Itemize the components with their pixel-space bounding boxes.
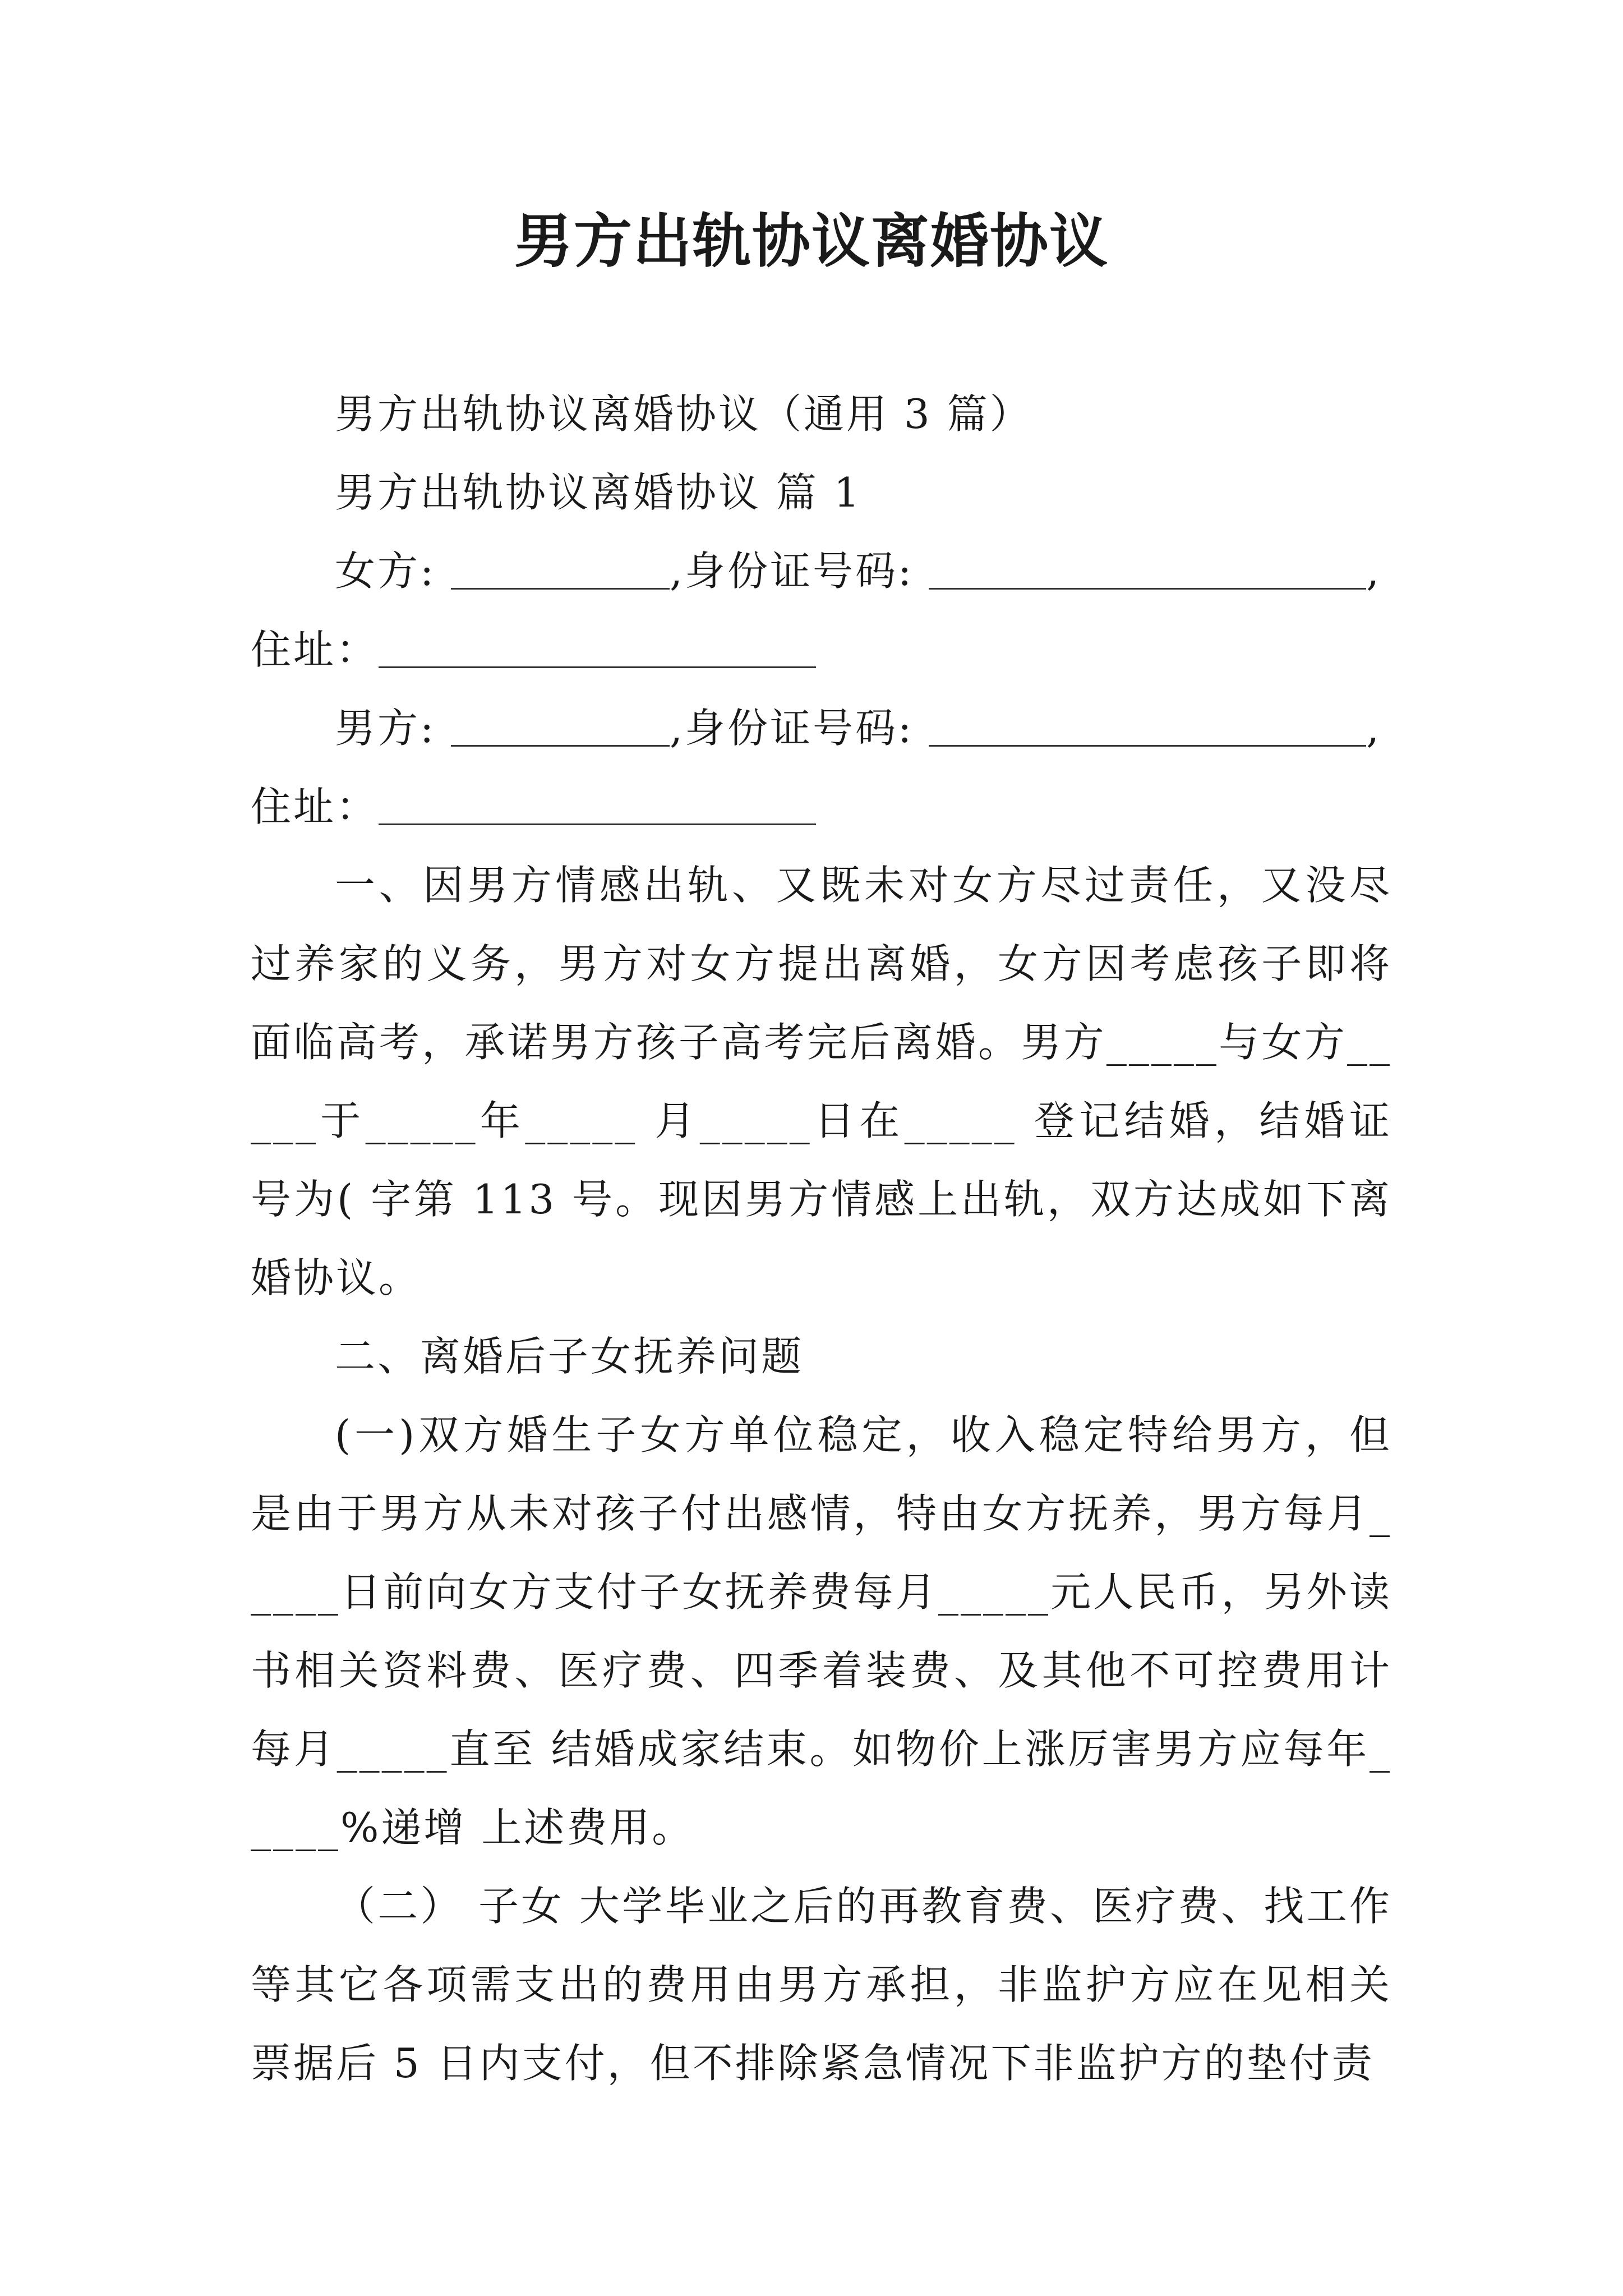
- female-id-label: ,身份证号码:: [670, 547, 914, 595]
- male-address-line: [251, 767, 1392, 846]
- female-trailing-comma: ,: [1366, 547, 1382, 595]
- document-title: 男方出轨协议离婚协议: [514, 206, 1109, 275]
- paragraph-clause-2-heading: 二、离婚后子女抚养问题: [335, 1333, 804, 1380]
- male-address-label: 住址：: [251, 783, 379, 830]
- female-address-blank: [379, 627, 816, 668]
- male-id-label: ,身份证号码:: [670, 705, 914, 752]
- female-party-line: [251, 532, 1392, 610]
- paragraph-clause-1: 一、因男方情感出轨、又既未对女方尽过责任，又没尽过养家的义务，男方对女方提出离婚，女方因考虑孩子即将面临高考，承诺男方孩子高考完后离婚。男方_____与女方_____于_____年_____ 月_____日在_____ 登记结婚，结婚证号为( 字第 113 号。现因男方情感上出轨，双方达成如下离婚协议。: [251, 862, 1392, 1301]
- male-trailing-comma: ,: [1366, 705, 1382, 752]
- subtitle: 男方出轨协议离婚协议（通用 3 篇）: [335, 390, 1032, 438]
- male-party-line: [251, 689, 1392, 767]
- female-label: 女方:: [335, 547, 436, 595]
- female-address-label: 住址：: [251, 626, 379, 673]
- male-name-blank: [451, 706, 670, 747]
- male-id-blank: [929, 706, 1366, 747]
- female-id-blank: [929, 549, 1366, 590]
- paragraph-clause-2-2: （二） 子女 大学毕业之后的再教育费、医疗费、找工作等其它各项需支出的费用由男方承担，非监护方应在见相关票据后 5 日内支付，但不排除紧急情况下非监护方的垫付责: [251, 1883, 1392, 2087]
- female-address-line: [251, 610, 1392, 689]
- male-label: 男方:: [335, 705, 436, 752]
- document-body: [251, 375, 1392, 2102]
- section-heading: 男方出轨协议离婚协议 篇 1: [335, 469, 862, 516]
- male-address-blank: [379, 784, 816, 825]
- paragraph-clause-2-1: (一)双方婚生子女方单位稳定，收入稳定特给男方，但是由于男方从未对孩子付出感情，特由女方抚养，男方每月_____日前向女方支付子女抚养费每月_____元人民币，另外读书相关资料费、医疗费、四季着装费、及其他不可控费用计每月_____直至 结婚成家结束。如物价上涨厉害男方应每年_____%递增 上述费用。: [251, 1411, 1392, 1851]
- female-name-blank: [451, 549, 670, 590]
